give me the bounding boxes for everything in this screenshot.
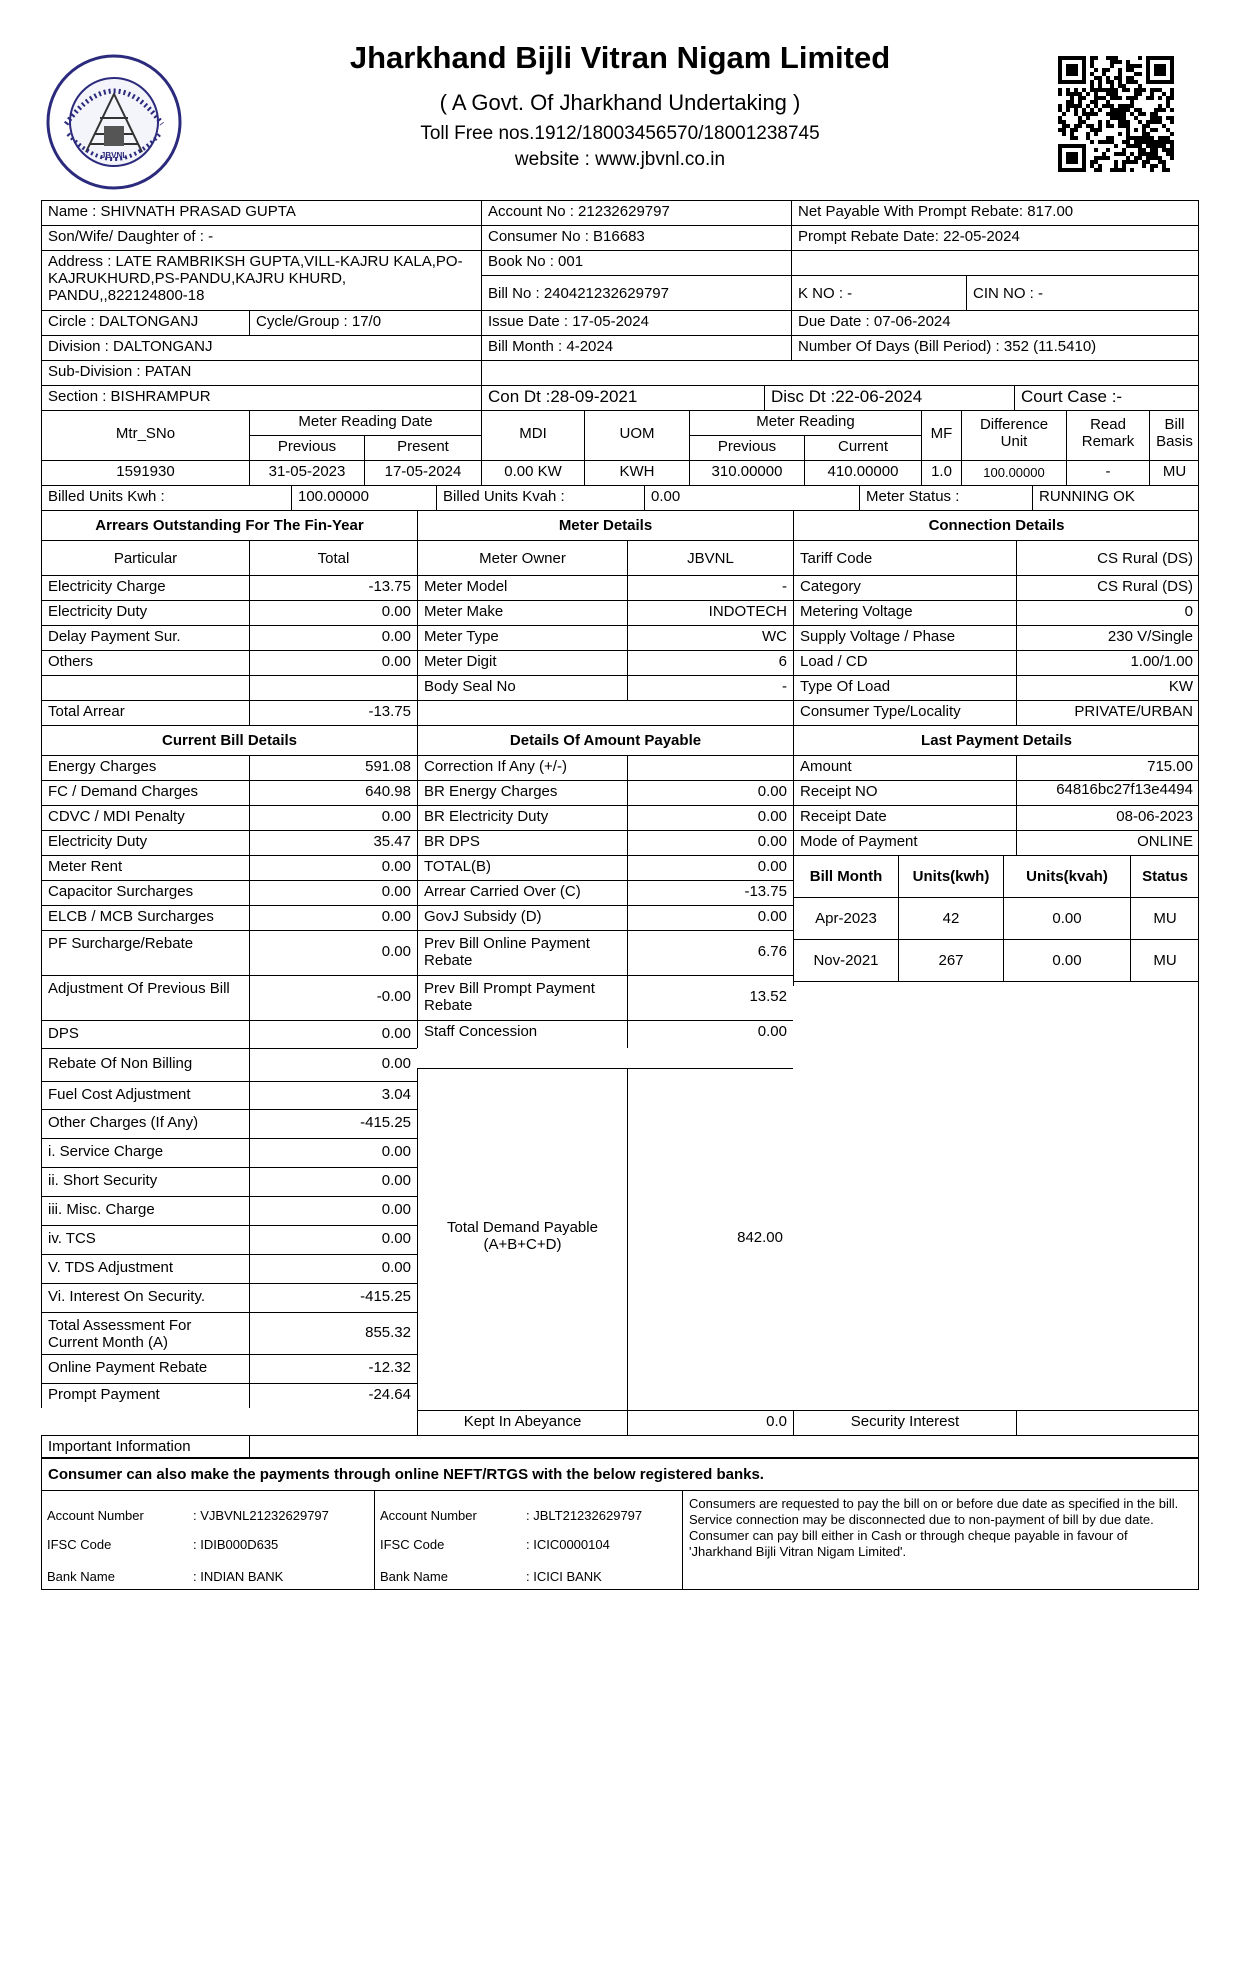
arrears-row-value: -13.75 <box>249 700 417 725</box>
total-demand-value: 842.00 <box>627 1068 793 1410</box>
court-case: Court Case :- <box>1014 385 1199 410</box>
sheet-border <box>41 200 1199 1458</box>
reading-date-header: Meter Reading Date <box>249 410 481 435</box>
current-bill-heading: Current Bill Details <box>41 725 417 755</box>
history-month: Nov-2021 <box>793 939 898 981</box>
current-bill-value: 0.00 <box>249 1048 417 1081</box>
uom-value: KWH <box>584 460 689 485</box>
sub-division: Sub-Division : PATAN <box>41 360 481 385</box>
bill-period-days: Number Of Days (Bill Period) : 352 (11.5410) <box>791 335 1199 360</box>
logo-text: JBVNL <box>100 151 128 160</box>
current-bill-label: ELCB / MCB Surcharges <box>41 905 249 930</box>
address: Address : LATE RAMBRIKSH GUPTA,VILL-KAJRU KALA,PO-KAJRUKHURD,PS-PANDU,KAJRU KHURD, PANDU,,822124800-18 <box>41 250 481 310</box>
connection-label: Metering Voltage <box>793 600 1016 625</box>
current-bill-label: Capacitor Surcharges <box>41 880 249 905</box>
current-bill-label: FC / Demand Charges <box>41 780 249 805</box>
bank-field-label: IFSC Code <box>380 1537 445 1552</box>
company-name: Jharkhand Bijli Vitran Nigam Limited <box>349 40 891 75</box>
arrears-row-value: 0.00 <box>249 650 417 675</box>
arrears-row-label: Delay Payment Sur. <box>41 625 249 650</box>
cin-no: CIN NO : - <box>966 275 1199 310</box>
receipt-no-label: Receipt NO <box>793 780 1016 805</box>
difference-unit: 100.00000 <box>961 460 1066 485</box>
billed-kwh-label: Billed Units Kwh : <box>41 485 291 510</box>
meter-detail-label: Body Seal No <box>417 675 627 700</box>
arrears-row-label: Electricity Duty <box>41 600 249 625</box>
current-bill-label: DPS <box>41 1020 249 1048</box>
amount-payable-heading: Details Of Amount Payable <box>417 725 793 755</box>
amount-payable-label: Arrear Carried Over (C) <box>417 880 627 905</box>
amount-payable-label: Correction If Any (+/-) <box>417 755 627 780</box>
connection-value: PRIVATE/URBAN <box>1016 700 1199 725</box>
amount-payable-label: GovJ Subsidy (D) <box>417 905 627 930</box>
arrears-particular-header: Particular <box>41 540 249 575</box>
mdi-value: 0.00 KW <box>481 460 584 485</box>
connection-value: 1.00/1.00 <box>1016 650 1199 675</box>
meter-detail-label: Meter Model <box>417 575 627 600</box>
previous-date-header: Previous <box>249 435 364 460</box>
history-kvah: 0.00 <box>1003 939 1130 981</box>
connection-details-heading: Connection Details <box>793 510 1199 540</box>
history-kwh-header: Units(kwh) <box>898 855 1003 897</box>
current-bill-label: PF Surcharge/Rebate <box>41 930 249 975</box>
toll-free-numbers: Toll Free nos.1912/18003456570/18001238745 <box>420 123 820 144</box>
history-month: Apr-2023 <box>793 897 898 939</box>
total-demand-label: Total Demand Payable (A+B+C+D) <box>417 1068 627 1410</box>
bank-field-value: : ICICI BANK <box>526 1569 602 1584</box>
connection-label: Type Of Load <box>793 675 1016 700</box>
meter-detail-value: 6 <box>627 650 793 675</box>
connection-label: Tariff Code <box>793 540 1016 575</box>
arrears-row-label: Total Arrear <box>41 700 249 725</box>
bank-field-value: : JBLT21232629797 <box>526 1508 643 1523</box>
payment-mode-label: Mode of Payment <box>793 830 1016 855</box>
current-bill-label: Total Assessment For Current Month (A) <box>41 1312 249 1354</box>
receipt-date: 08-06-2023 <box>1016 805 1199 830</box>
history-status: MU <box>1130 939 1199 981</box>
receipt-no: 64816bc27f13e4494 <box>1016 780 1199 805</box>
bill-month: Bill Month : 4-2024 <box>481 335 791 360</box>
meter-detail-value: - <box>627 675 793 700</box>
meter-detail-label: Meter Type <box>417 625 627 650</box>
current-bill-value: -415.25 <box>249 1283 417 1312</box>
amount-payable-value: 0.00 <box>627 830 793 855</box>
arrears-row-label: Others <box>41 650 249 675</box>
amount-payable-label: TOTAL(B) <box>417 855 627 880</box>
division: Division : DALTONGANJ <box>41 335 481 360</box>
current-bill-value: 0.00 <box>249 905 417 930</box>
current-bill-label: Fuel Cost Adjustment <box>41 1081 249 1109</box>
current-bill-label: Adjustment Of Previous Bill <box>41 975 249 1020</box>
amount-payable-label: BR Energy Charges <box>417 780 627 805</box>
current-bill-value: 0.00 <box>249 1254 417 1283</box>
meter-detail-label: Meter Owner <box>417 540 627 575</box>
current-bill-value: -0.00 <box>249 975 417 1020</box>
current-bill-value: 0.00 <box>249 1167 417 1196</box>
net-payable: Net Payable With Prompt Rebate: 817.00 <box>791 200 1199 225</box>
amount-payable-value: 13.52 <box>627 975 793 1020</box>
meter-detail-label: Meter Make <box>417 600 627 625</box>
meter-detail-value: INDOTECH <box>627 600 793 625</box>
connection-label: Supply Voltage / Phase <box>793 625 1016 650</box>
issue-date: Issue Date : 17-05-2024 <box>481 310 791 335</box>
bill-no: Bill No : 240421232629797 <box>481 275 791 310</box>
billed-kvah: 0.00 <box>644 485 859 510</box>
billed-kwh: 100.00000 <box>291 485 436 510</box>
current-bill-label: Online Payment Rebate <box>41 1354 249 1383</box>
book-no: Book No : 001 <box>481 250 791 275</box>
jbvnl-logo <box>46 54 182 190</box>
connection-label: Consumer Type/Locality <box>793 700 1016 725</box>
current-bill-value: 0.00 <box>249 855 417 880</box>
amount-payable-label: BR DPS <box>417 830 627 855</box>
current-bill-label: Electricity Duty <box>41 830 249 855</box>
current-bill-label: Prompt Payment <box>41 1383 249 1408</box>
current-bill-label: Vi. Interest On Security. <box>41 1283 249 1312</box>
bill-basis-header: Bill Basis <box>1149 410 1199 460</box>
consumer-name: Name : SHIVNATH PRASAD GUPTA <box>41 200 481 225</box>
history-status-header: Status <box>1130 855 1199 897</box>
current-bill-value: 640.98 <box>249 780 417 805</box>
connection-value: 0 <box>1016 600 1199 625</box>
history-kvah: 0.00 <box>1003 897 1130 939</box>
history-kvah-header: Units(kvah) <box>1003 855 1130 897</box>
amount-payable-value: 0.00 <box>627 805 793 830</box>
current-bill-value: 855.32 <box>249 1312 417 1354</box>
present-reading-date: 17-05-2024 <box>364 460 481 485</box>
meter-detail-value: - <box>627 575 793 600</box>
present-date-header: Present <box>364 435 481 460</box>
connection-value: CS Rural (DS) <box>1016 575 1199 600</box>
current-bill-value: 591.08 <box>249 755 417 780</box>
current-reading-header: Current <box>804 435 921 460</box>
connection-label: Category <box>793 575 1016 600</box>
amount-payable-label: Prev Bill Online Payment Rebate <box>417 930 627 975</box>
current-bill-value: 0.00 <box>249 1020 417 1048</box>
amount-payable-value: 0.00 <box>627 855 793 880</box>
bank-field-value: : ICIC0000104 <box>526 1537 610 1552</box>
arrears-total-header: Total <box>249 540 417 575</box>
current-bill-label: CDVC / MDI Penalty <box>41 805 249 830</box>
important-info-label: Important Information <box>41 1435 249 1457</box>
meter-serial-no: 1591930 <box>41 460 249 485</box>
k-no: K NO : - <box>791 275 966 310</box>
meter-detail-label: Meter Digit <box>417 650 627 675</box>
arrears-row-value: -13.75 <box>249 575 417 600</box>
circle: Circle : DALTONGANJ <box>41 310 249 335</box>
website: website : www.jbvnl.co.in <box>514 149 726 170</box>
kept-in-abeyance-value: 0.0 <box>627 1410 793 1435</box>
current-bill-label: iii. Misc. Charge <box>41 1196 249 1225</box>
current-bill-value: 0.00 <box>249 1138 417 1167</box>
account-no: Account No : 21232629797 <box>481 200 791 225</box>
last-amount-label: Amount <box>793 755 1016 780</box>
current-bill-value: -415.25 <box>249 1109 417 1138</box>
bank-field-label: IFSC Code <box>47 1537 112 1552</box>
mtr-sno-header: Mtr_SNo <box>41 410 249 460</box>
bank-field-value: : INDIAN BANK <box>193 1569 284 1584</box>
amount-payable-value: -13.75 <box>627 880 793 905</box>
previous-reading: 310.00000 <box>689 460 804 485</box>
previous-reading-header: Previous <box>689 435 804 460</box>
arrears-row-value: 0.00 <box>249 625 417 650</box>
cycle-group: Cycle/Group : 17/0 <box>249 310 481 335</box>
amount-payable-value: 6.76 <box>627 930 793 975</box>
current-bill-value: 0.00 <box>249 1225 417 1254</box>
current-reading: 410.00000 <box>804 460 921 485</box>
meter-status: RUNNING OK <box>1032 485 1199 510</box>
receipt-date-label: Receipt Date <box>793 805 1016 830</box>
read-remark-header: Read Remark <box>1066 410 1149 460</box>
connection-value: 230 V/Single <box>1016 625 1199 650</box>
amount-payable-label: Prev Bill Prompt Payment Rebate <box>417 975 627 1020</box>
current-bill-value: 0.00 <box>249 880 417 905</box>
amount-payable-value: 0.00 <box>627 1020 793 1048</box>
due-date: Due Date : 07-06-2024 <box>791 310 1199 335</box>
meter-details-heading: Meter Details <box>417 510 793 540</box>
current-bill-value: 0.00 <box>249 930 417 975</box>
bank-field-label: Bank Name <box>380 1569 448 1584</box>
kept-in-abeyance-label: Kept In Abeyance <box>417 1410 627 1435</box>
connection-label: Load / CD <box>793 650 1016 675</box>
current-bill-label: i. Service Charge <box>41 1138 249 1167</box>
history-kwh: 267 <box>898 939 1003 981</box>
read-remark: - <box>1066 460 1149 485</box>
prompt-rebate-date: Prompt Rebate Date: 22-05-2024 <box>791 225 1199 250</box>
meter-detail-value: JBVNL <box>627 540 793 575</box>
mf-value: 1.0 <box>921 460 961 485</box>
payment-mode: ONLINE <box>1016 830 1199 855</box>
history-kwh: 42 <box>898 897 1003 939</box>
amount-payable-value: 0.00 <box>627 780 793 805</box>
amount-payable-value: 0.00 <box>627 905 793 930</box>
bank-field-value: : VJBVNL21232629797 <box>193 1508 329 1523</box>
current-bill-value: 0.00 <box>249 1196 417 1225</box>
meter-reading-header: Meter Reading <box>689 410 921 435</box>
payment-notice: Consumers are requested to pay the bill on or before due date as specified in the bill. Service connection may be disconnected due to non-payment of bill by due date. Consumer can pay bill either in Cash or through cheque payable in favour of 'Jharkhand Bijli Vitran Nigam Limited'. <box>682 1490 1199 1590</box>
current-bill-value: -24.64 <box>249 1383 417 1408</box>
current-bill-value: 3.04 <box>249 1081 417 1109</box>
current-bill-value: 0.00 <box>249 805 417 830</box>
current-bill-label: iv. TCS <box>41 1225 249 1254</box>
qr-code <box>1058 56 1174 172</box>
current-bill-value: 35.47 <box>249 830 417 855</box>
section: Section : BISHRAMPUR <box>41 385 481 410</box>
history-status: MU <box>1130 897 1199 939</box>
mdi-header: MDI <box>481 410 584 460</box>
arrears-heading: Arrears Outstanding For The Fin-Year <box>41 510 417 540</box>
connection-value: CS Rural (DS) <box>1016 540 1199 575</box>
meter-status-label: Meter Status : <box>859 485 1032 510</box>
history-month-header: Bill Month <box>793 855 898 897</box>
last-payment-heading: Last Payment Details <box>793 725 1199 755</box>
son-of: Son/Wife/ Daughter of : - <box>41 225 481 250</box>
difference-unit-header: Difference Unit <box>961 410 1066 460</box>
bank-field-label: Account Number <box>380 1508 477 1523</box>
current-bill-label: Energy Charges <box>41 755 249 780</box>
amount-payable-label: Staff Concession <box>417 1020 627 1048</box>
bank-field-label: Bank Name <box>47 1569 115 1584</box>
current-bill-label: Rebate Of Non Billing <box>41 1048 249 1081</box>
bank-field-value: : IDIB000D635 <box>193 1537 279 1552</box>
current-bill-label: ii. Short Security <box>41 1167 249 1196</box>
consumer-no: Consumer No : B16683 <box>481 225 791 250</box>
current-bill-label: V. TDS Adjustment <box>41 1254 249 1283</box>
current-bill-label: Meter Rent <box>41 855 249 880</box>
security-interest-label: Security Interest <box>793 1410 1016 1435</box>
connection-value: KW <box>1016 675 1199 700</box>
arrears-row-label: Electricity Charge <box>41 575 249 600</box>
connection-date: Con Dt :28-09-2021 <box>481 385 764 410</box>
mf-header: MF <box>921 410 961 460</box>
arrears-row-value: 0.00 <box>249 600 417 625</box>
current-bill-value: -12.32 <box>249 1354 417 1383</box>
last-amount: 715.00 <box>1016 755 1199 780</box>
previous-reading-date: 31-05-2023 <box>249 460 364 485</box>
neft-heading: Consumer can also make the payments through online NEFT/RTGS with the below registered banks. <box>41 1458 1199 1490</box>
uom-header: UOM <box>584 410 689 460</box>
meter-detail-value: WC <box>627 625 793 650</box>
disconnection-date: Disc Dt :22-06-2024 <box>764 385 1014 410</box>
bank-field-label: Account Number <box>47 1508 144 1523</box>
billed-kvah-label: Billed Units Kvah : <box>436 485 644 510</box>
company-subtitle: ( A Govt. Of Jharkhand Undertaking ) <box>439 90 801 115</box>
amount-payable-label: BR Electricity Duty <box>417 805 627 830</box>
current-bill-label: Other Charges (If Any) <box>41 1109 249 1138</box>
bill-basis: MU <box>1149 460 1199 485</box>
